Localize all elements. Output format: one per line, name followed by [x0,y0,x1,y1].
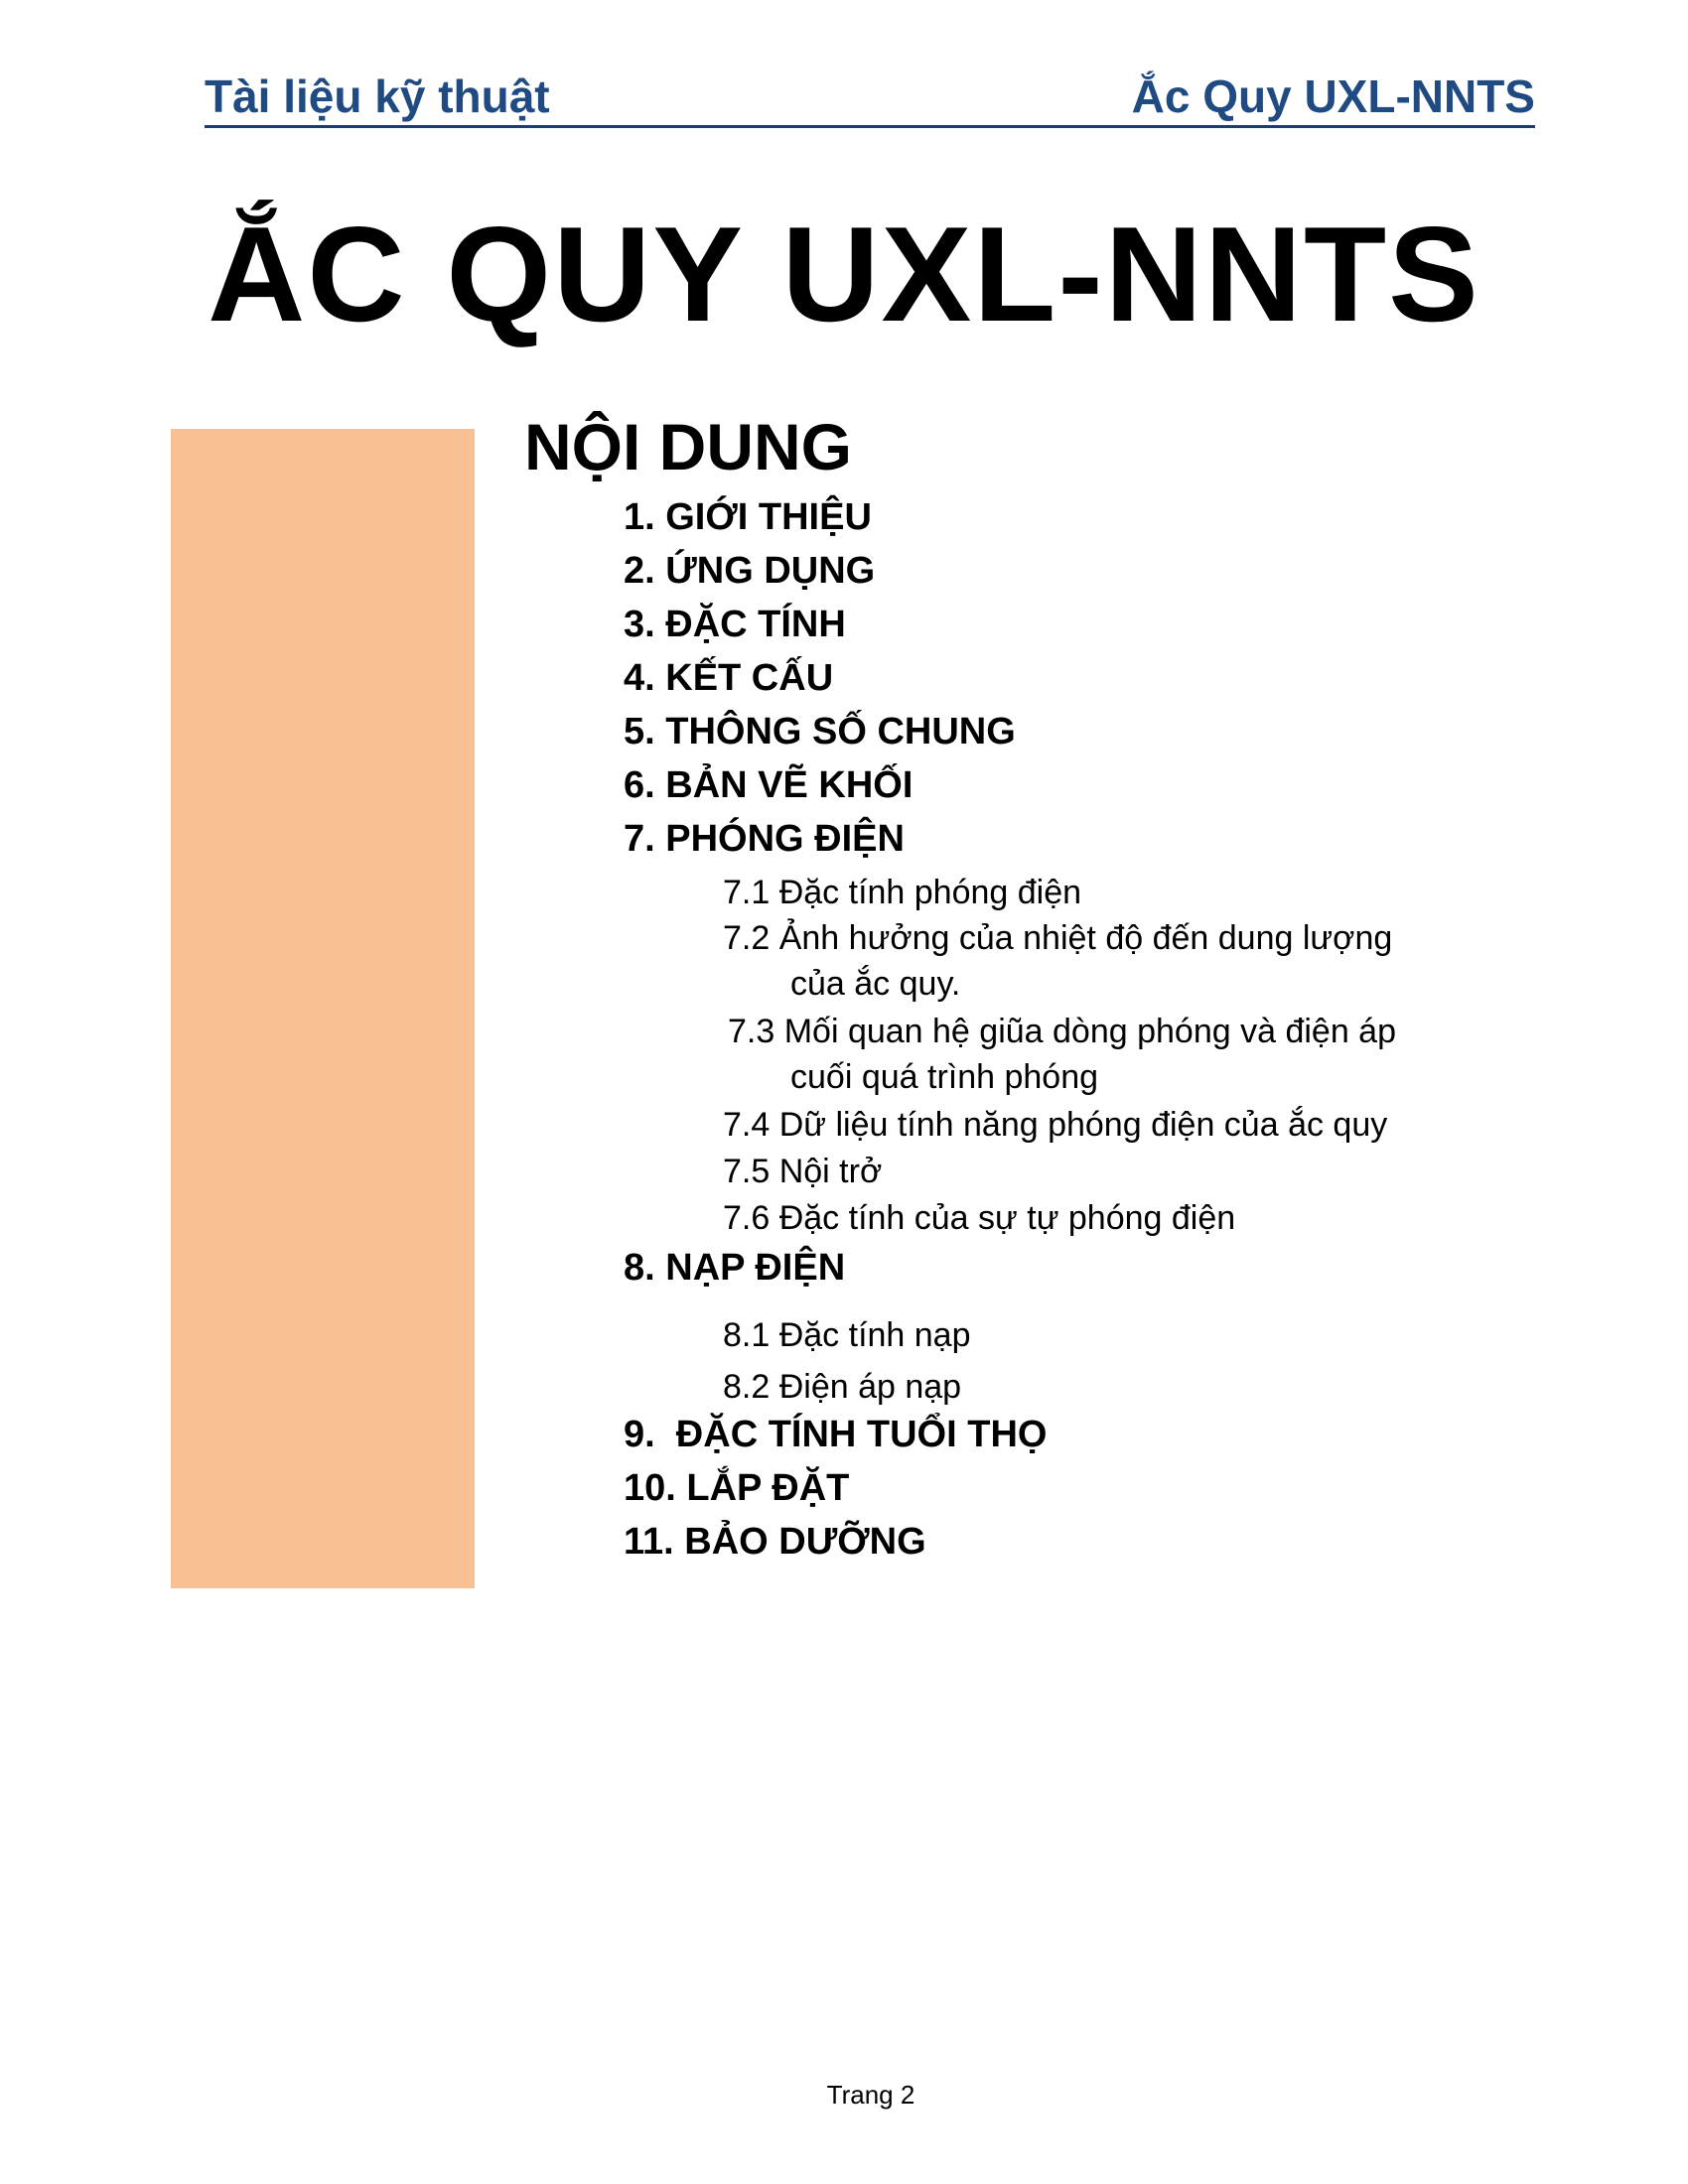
decorative-side-block [171,429,475,1588]
toc-subitem-7-5: 7.5 Nội trở [723,1153,883,1190]
toc-item-10: 10. LẮP ĐẶT [624,1467,850,1509]
header-right-text: Ắc Quy UXL-NNTS [1131,70,1535,122]
toc-subitem-7-2 [723,915,1392,1007]
toc-subitem-7-3 [728,1009,1396,1100]
toc-item-7: 7. PHÓNG ĐIỆN [624,818,905,860]
toc-item-8: 8. NẠP ĐIỆN [624,1247,846,1289]
toc-item-2: 2. ỨNG DỤNG [624,550,876,592]
page-number: Trang 2 [826,2080,915,2110]
toc-subitem-8-1: 8.1 Đặc tính nạp [723,1316,971,1354]
toc-subitem-7-2-line1: 7.2 Ảnh hưởng của nhiệt độ đến dung lượng [723,919,1393,957]
toc-subitem-7-1: 7.1 Đặc tính phóng điện [723,874,1082,911]
page-header [205,66,1535,128]
toc-heading: NỘI DUNG [524,410,852,483]
document-title: ẮC QUY UXL-NNTS [208,199,1480,349]
toc-item-6: 6. BẢN VẼ KHỐI [624,764,914,806]
toc-item-11: 11. BẢO DƯỠNG [624,1521,926,1563]
toc-item-3: 3. ĐẶC TÍNH [624,604,846,645]
toc-subitem-7-4: 7.4 Dữ liệu tính năng phóng điện của ắc quy [723,1106,1388,1144]
toc-item-4: 4. KẾT CẤU [624,657,834,699]
toc-subitem-7-6: 7.6 Đặc tính của sự tự phóng điện [723,1199,1236,1237]
toc-subitem-7-2-line2: của ắc quy. [790,965,961,1003]
toc-item-5: 5. THÔNG SỐ CHUNG [624,711,1016,752]
toc-item-9: 9. ĐẶC TÍNH TUỔI THỌ [624,1414,1048,1455]
toc-subitem-7-3-line1: 7.3 Mối quan hệ giũa dòng phóng và điện áp [728,1013,1396,1050]
toc-subitem-8-2: 8.2 Điện áp nạp [723,1368,962,1406]
toc-item-1: 1. GIỚI THIỆU [624,496,872,538]
toc-subitem-7-3-line2: cuối quá trình phóng [790,1058,1099,1096]
header-left-text: Tài liệu kỹ thuật [205,70,550,122]
